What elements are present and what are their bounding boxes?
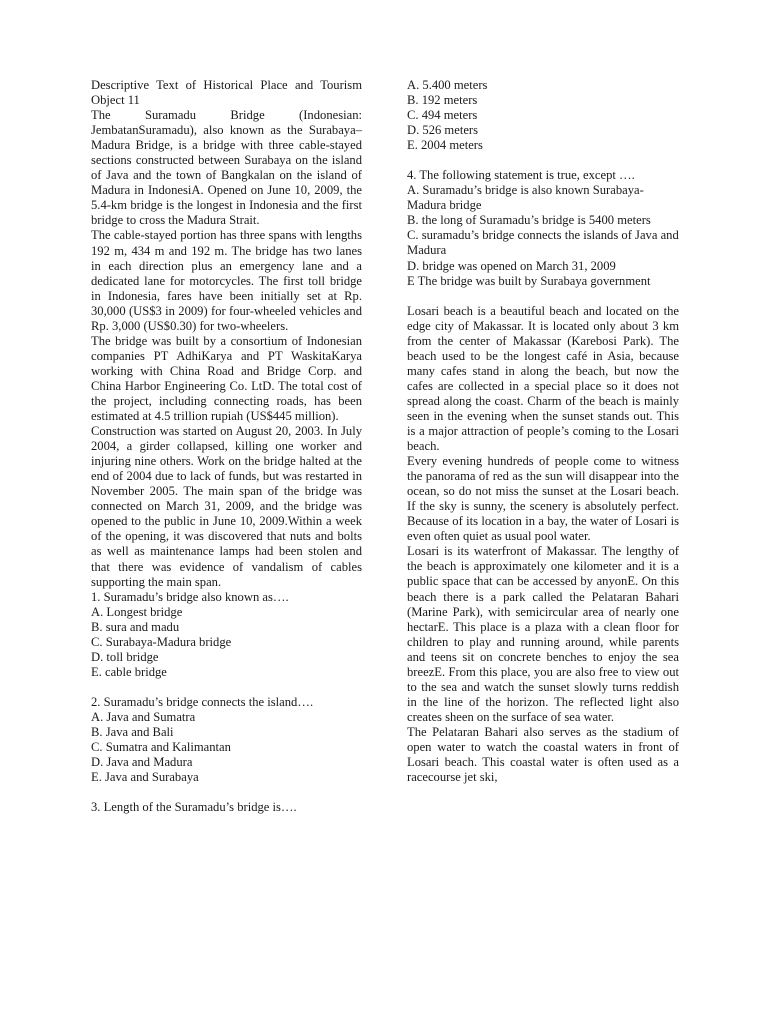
answer-option: A. Suramadu’s bridge is also known Surabaya-Madura bridge [407, 183, 644, 213]
paragraph: Construction was started on August 20, 2003. In July 2004, a girder collapsed, killing one worker and injuring nine others. Work on the bridge halted at the end of 2004 due to lack of funds, but was restarted in November 2005. The main span of the bridge was connected on March 31, 2009, and the bridge was opened to the public in June 10, 2009.Within a week of the opening, it was discovered that nuts and bolts as well as maintenance lamps had been stolen and that there was evidence of vandalism of cables supporting the main span. [91, 424, 362, 589]
answer-option: D. toll bridge [91, 649, 159, 664]
spacer [407, 289, 679, 304]
answer-option: C. suramadu’s bridge connects the islands of Java and Madura [407, 228, 679, 258]
paragraph: The cable-stayed portion has three spans with lengths 192 m, 434 m and 192 m. The bridge has two lanes in each direction plus an emergency lane and a dedicated lane for motorcycles. The first toll bridge in Indonesia, fares have been initially set at Rp. 30,000 (US$3 in 2009) for four-wheeled vehicles and Rp. 3,000 (US$0.30) for two-wheelers. [91, 228, 362, 333]
answer-option: C. Sumatra and Kalimantan [91, 740, 231, 755]
question-4: 4. The following statement is true, except …. [407, 168, 635, 183]
right-column [407, 78, 679, 785]
answer-option: D. Java and Madura [91, 755, 193, 770]
answer-option: A. Java and Sumatra [91, 709, 196, 724]
spacer [91, 785, 362, 800]
spacer [407, 153, 679, 168]
answer-option: B. Java and Bali [91, 724, 174, 739]
answer-option: E. 2004 meters [407, 138, 483, 153]
answer-option: E. cable bridge [91, 664, 167, 679]
paragraph: Losari beach is a beautiful beach and located on the edge city of Makassar. It is located only about 3 km from the center of Makassar (Karebosi Park). The beach used to be the longest café in Asia, because many cafes stand in along the beach, but now the cafes are collected in a special place so it does not spread along the coast. Charm of the beach is mainly seen in the evening when the sunset stands out. This is a major attraction of people’s coming to the Losari beach. [407, 303, 679, 454]
answer-option: B. the long of Suramadu’s bridge is 5400 meters [407, 213, 651, 228]
answer-option: C. 494 meters [407, 108, 478, 123]
answer-option: B. 192 meters [407, 93, 478, 108]
answer-option: D. bridge was opened on March 31, 2009 [407, 258, 616, 273]
spacer [91, 680, 362, 695]
answer-option: A. Longest bridge [91, 604, 183, 619]
paragraph: The bridge was built by a consortium of Indonesian companies PT AdhiKarya and PT WaskitaKarya working with China Road and Bridge Corp. and China Harbor Engineering Co. LtD. The total cost of the project, including connecting roads, has been estimated at 4.5 trillion rupiah (US$445 million). [91, 333, 362, 424]
question-1: 1. Suramadu’s bridge also known as…. [91, 589, 289, 604]
paragraph: The Pelataran Bahari also serves as the stadium of open water to watch the coastal waters in front of Losari beach. This coastal water is often used as a racecourse jet ski, [407, 724, 679, 785]
answer-option: C. Surabaya-Madura bridge [91, 634, 232, 649]
answer-option: E. Java and Surabaya [91, 770, 199, 785]
question-2: 2. Suramadu’s bridge connects the island…. [91, 694, 314, 709]
answer-option: D. 526 meters [407, 123, 478, 138]
left-column [91, 78, 362, 815]
paragraph: The Suramadu Bridge (Indonesian: JembatanSuramadu), also known as the Surabaya–Madura Bridge, is a bridge with three cable-stayed sections constructed between Surabaya on the island of Java and the town of Bangkalan on the island of Madura in IndonesiA. Opened on June 10, 2009, the 5.4-km bridge is the longest in Indonesia and the first bridge to cross the Madura Strait. [91, 108, 362, 228]
paragraph: Losari is its waterfront of Makassar. The lengthy of the beach is approximately one kilometer and it is a public space that can be accessed by anyonE. On this beach there is a park called the Pelataran Bahari (Marine Park), with semicircular area of nearly one hectarE. This place is a plaza with a clean floor for children to play and running around, while parents and teens sit on concrete benches to enjoy the sea breezE. From this place, you are also free to view out to the sea and watch the sunset slowly turns reddish in the line of the horizon. The reflected light also creates sheen on the surface of sea water. [407, 544, 679, 724]
paragraph: Every evening hundreds of people come to witness the panorama of red as the sun will disappear into the ocean, so do not miss the sunset at the Losari beach. If the sky is sunny, the scenery is absolutely perfect. Because of its location in a bay, the water of Losari is even often quiet as usual pool water. [407, 454, 679, 544]
answer-option: B. sura and madu [91, 619, 180, 634]
answer-option: E The bridge was built by Surabaya government [407, 273, 651, 288]
answer-option: A. 5.400 meters [407, 78, 488, 92]
question-3: 3. Length of the Suramadu’s bridge is…. [91, 800, 297, 815]
document-title: Descriptive Text of Historical Place and Tourism Object 11 [91, 78, 362, 108]
